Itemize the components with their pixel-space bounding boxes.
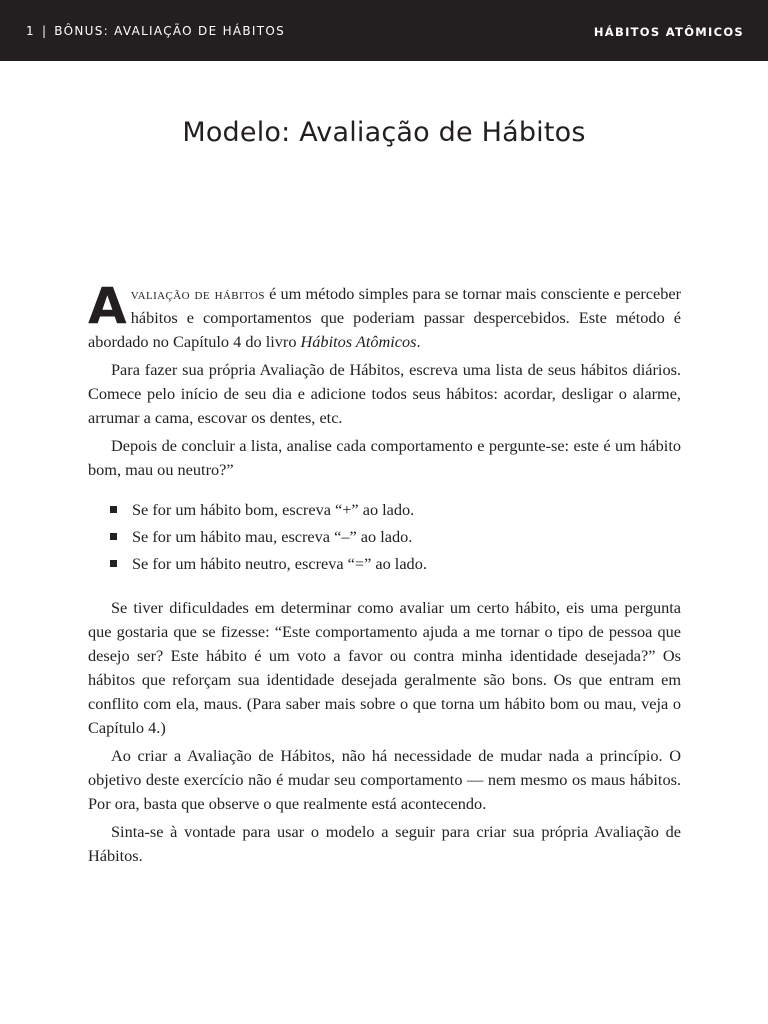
bullet-square-icon: [110, 560, 117, 567]
intro-smallcaps: valiação de hábitos: [130, 284, 265, 303]
paragraph: Ao criar a Avaliação de Hábitos, não há necessidade de mudar nada a princípio. O objetivo deste exercício não é mudar seu comportamento — nem mesmo os maus hábitos. Por ora, basta que observe o que realmente está acontecendo.: [88, 746, 681, 813]
intro-end: .: [416, 332, 421, 351]
intro-text: é um método simples para se tornar mais consciente e perceber hábitos e comportamentos que poderiam passar despercebidos. Este método é abordado no Capítulo 4 do livro: [88, 284, 681, 351]
paragraph: Sinta-se à vontade para usar o modelo a seguir para criar sua própria Avaliação de Hábitos.: [88, 822, 681, 865]
drop-cap: A: [88, 277, 127, 335]
page-title: Modelo: Avaliação de Hábitos: [182, 117, 586, 148]
page-header: [0, 0, 768, 61]
bullet-square-icon: [110, 533, 117, 540]
page-number: 1: [26, 24, 35, 38]
paragraph: Se tiver dificuldades em determinar como avaliar um certo hábito, eis uma pergunta que gostaria que se fizesse: “Este comportamento ajuda a me tornar o tipo de pessoa que desejo ser? Este hábito é um voto a favor ou contra minha identidade desejada?” Os hábitos que reforçam sua identidade desejada geralmente são bons. Os que entram em conflito com ela, maus. (Para saber mais sobre o que torna um hábito bom ou mau, veja o Capítulo 4.): [88, 598, 681, 737]
header-separator: |: [41, 24, 48, 38]
list-item-text: Se for um hábito neutro, escreva “=” ao lado.: [132, 554, 427, 573]
list-item: [110, 498, 681, 522]
list-item-text: Se for um hábito bom, escreva “+” ao lado.: [132, 500, 415, 519]
bullet-square-icon: [110, 506, 117, 513]
list-item: [110, 552, 681, 576]
section-title: BÔNUS: AVALIAÇÃO DE HÁBITOS: [54, 24, 286, 38]
book-title: HÁBITOS ATÔMICOS: [593, 25, 744, 39]
list-item-text: Se for um hábito mau, escreva “–” ao lado.: [132, 527, 413, 546]
paragraph: Depois de concluir a lista, analise cada comportamento e pergunte-se: este é um hábito bom, mau ou neutro?”: [88, 436, 681, 479]
paragraph: Para fazer sua própria Avaliação de Hábitos, escreva uma lista de seus hábitos diários. Comece pelo início de seu dia e adicione todos seus hábitos: acordar, desligar o alarme, arrumar a cama, escovar os dentes, etc.: [88, 360, 681, 427]
list-item: [110, 525, 681, 549]
book-title-italic: Hábitos Atômicos: [300, 332, 417, 351]
intro-paragraph: [88, 277, 681, 354]
rating-list: [110, 498, 681, 576]
body-text: [88, 277, 681, 872]
header-left: [26, 24, 285, 38]
